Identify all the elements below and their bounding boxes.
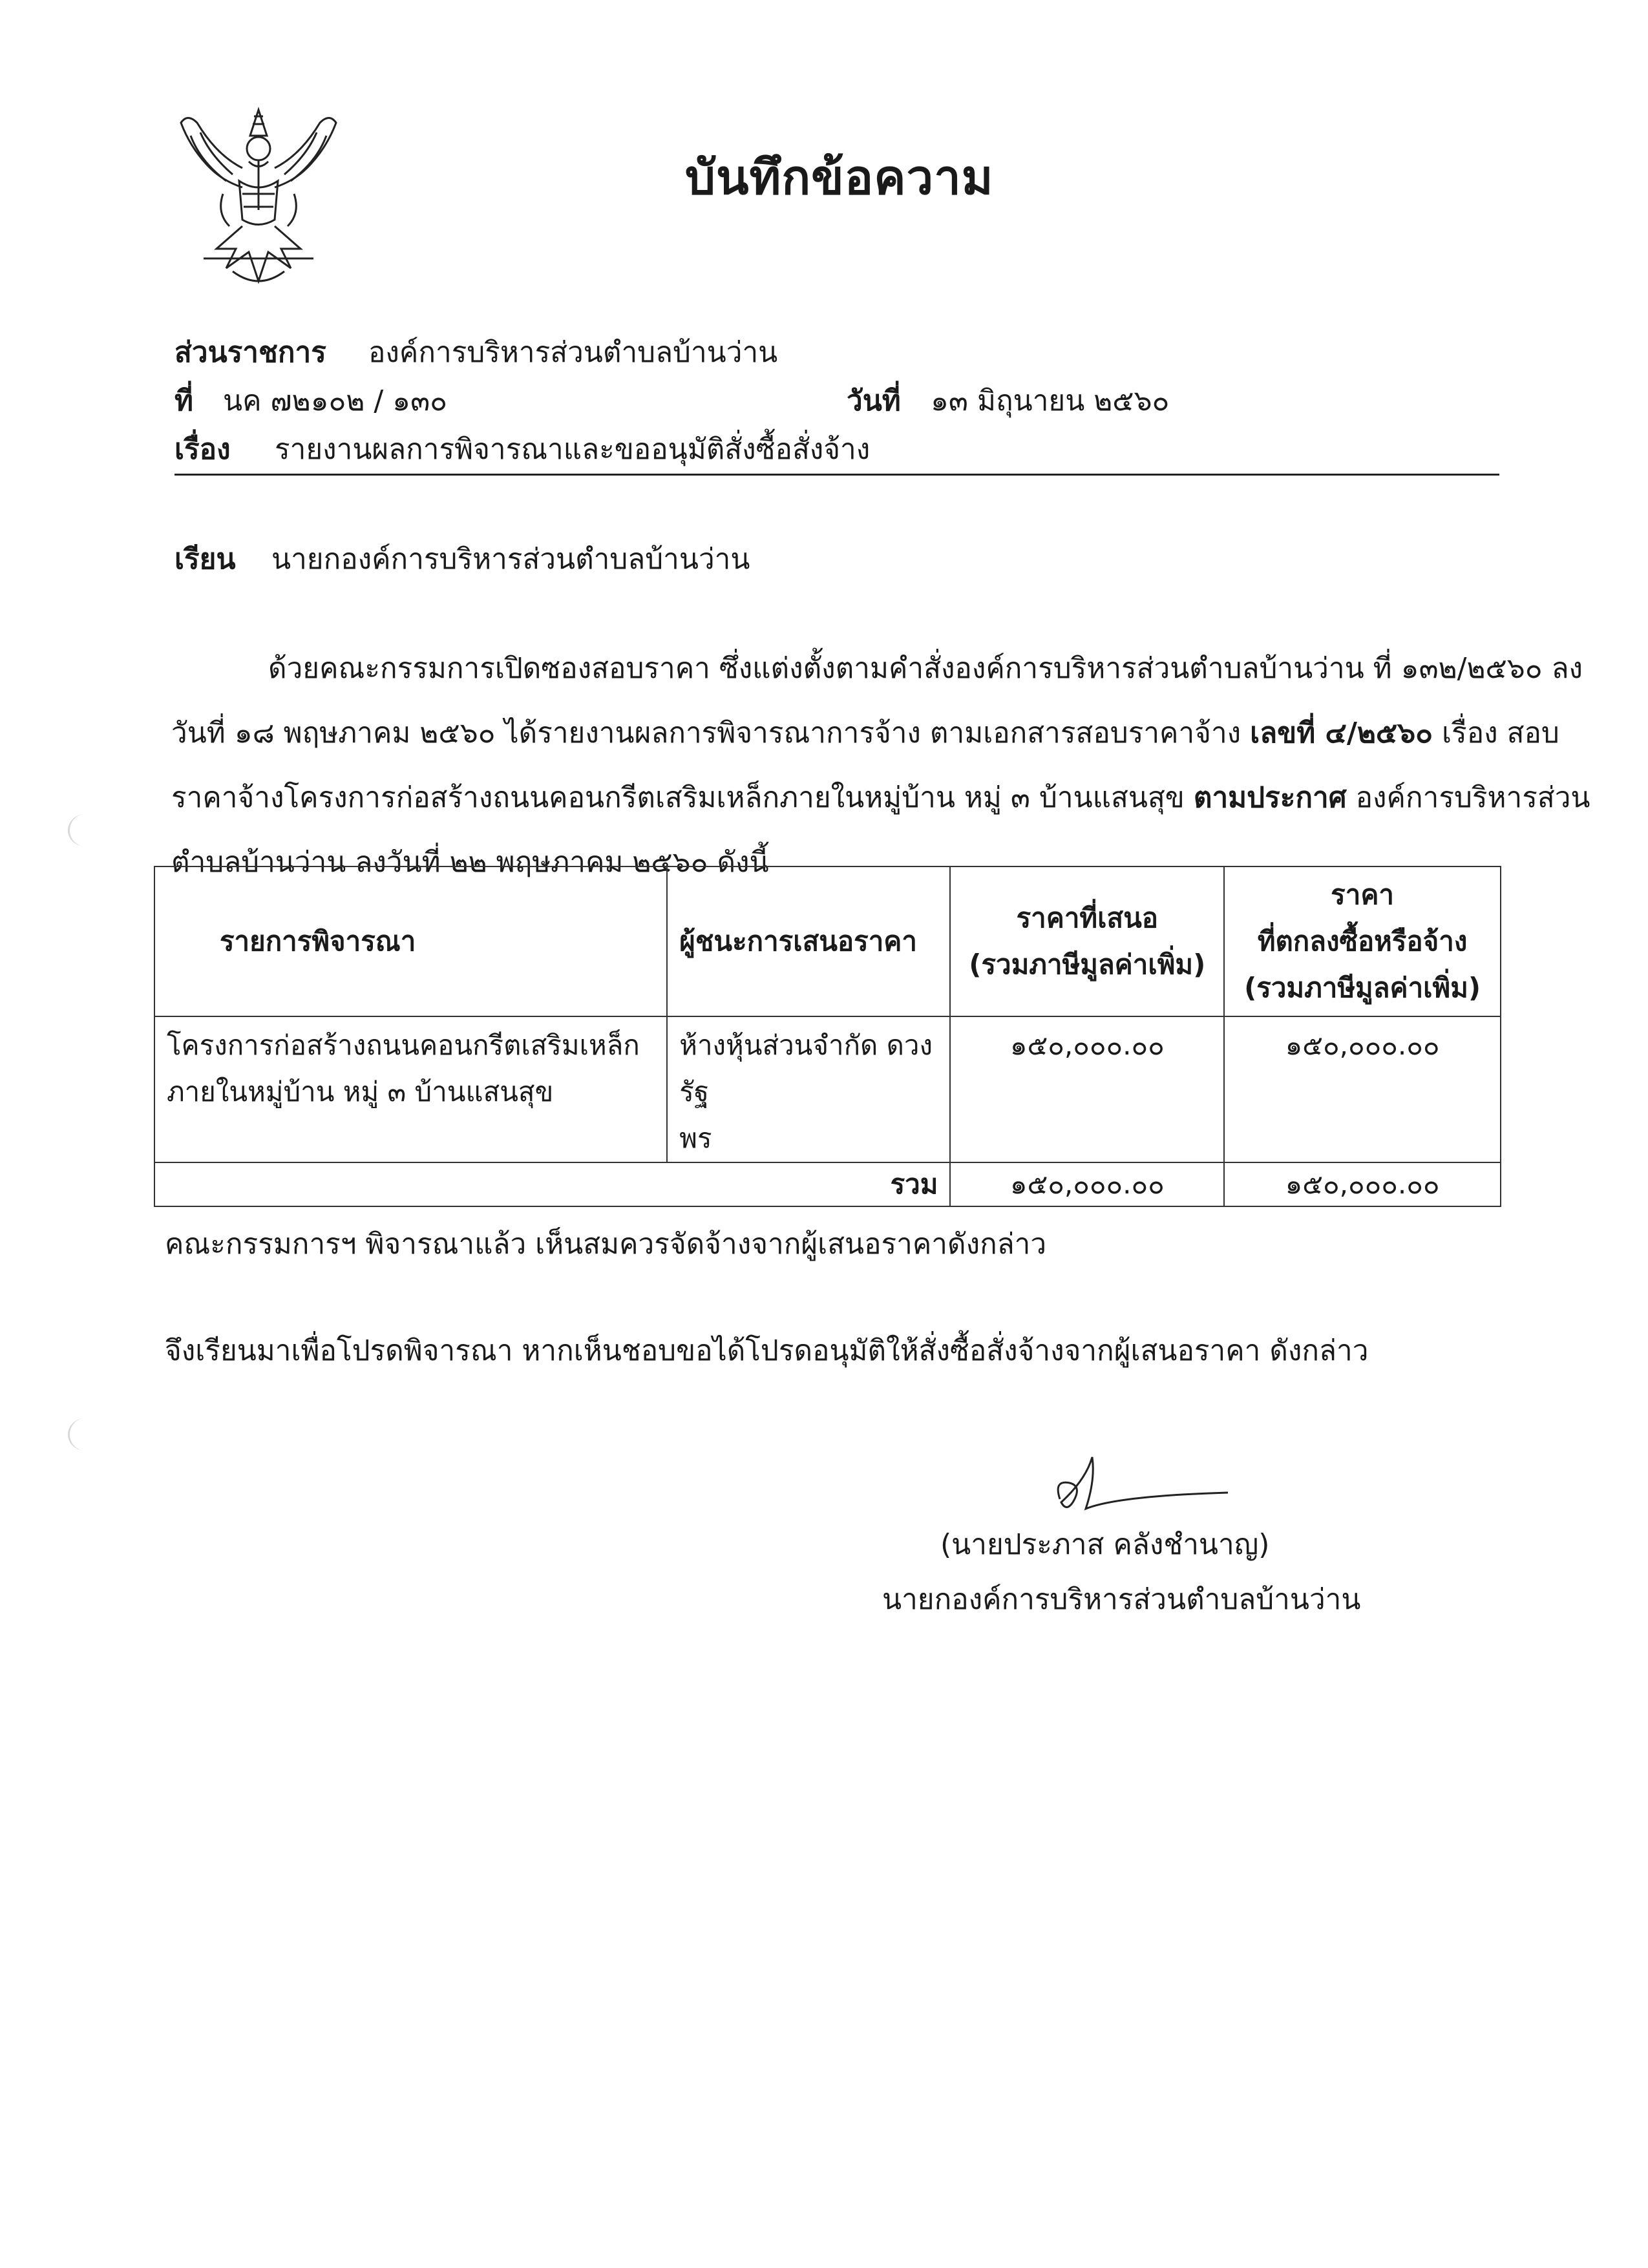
paragraph-text: ราคาจ้างโครงการก่อสร้างถนนคอนกรีตเสริมเหล็กภายในหมู่บ้าน หมู่ ๓ บ้านแสนสุข xyxy=(171,781,1194,814)
header-offer-price xyxy=(950,866,1224,1016)
paragraph-text: องค์การบริหารส่วน xyxy=(1346,781,1590,814)
punch-hole-mark xyxy=(68,814,102,846)
signer-name: (นายประภาส คลังชำนาญ) xyxy=(940,1528,1270,1561)
cell-agreed-price: ๑๕๐,๐๐๐.๐๐ xyxy=(1224,1016,1501,1162)
cell-line: ห้างหุ้นส่วนจำกัด ดวงรัฐ xyxy=(679,1029,933,1108)
header-agreed-line: ที่ตกลงซื้อหรือจ้าง xyxy=(1257,925,1468,957)
table-row xyxy=(154,1016,1501,1162)
body-paragraph xyxy=(171,636,1590,895)
agency-value: องค์การบริหารส่วนตำบลบ้านว่าน xyxy=(368,336,778,369)
header-offer-line: ราคาที่เสนอ xyxy=(1016,902,1159,934)
cell-winner xyxy=(667,1016,950,1162)
subject-label: เรื่อง xyxy=(174,433,231,466)
subject-value: รายงานผลการพิจารณาและขออนุมัติสั่งซื้อสั่งจ้าง xyxy=(275,433,871,466)
paragraph-text: เรื่อง สอบ xyxy=(1433,717,1559,750)
cell-line: ภายในหมู่บ้าน หมู่ ๓ บ้านแสนสุข xyxy=(167,1076,554,1108)
paragraph-line: ตำบลบ้านว่าน ลงวันที่ ๒๒ พฤษภาคม ๒๕๖๐ ดังนี้ xyxy=(171,846,769,879)
date-value: ๑๓ มิถุนายน ๒๕๖๐ xyxy=(931,384,1170,417)
garuda-emblem-icon xyxy=(171,97,346,297)
total-offer-price: ๑๕๐,๐๐๐.๐๐ xyxy=(950,1162,1224,1206)
request-text: จึงเรียนมาเพื่อโปรดพิจารณา หากเห็นชอบขอได้โปรดอนุมัติให้สั่งซื้อสั่งจ้างจากผู้เสนอราคา ดังกล่าว xyxy=(165,1334,1369,1367)
cell-line: โครงการก่อสร้างถนนคอนกรีตเสริมเหล็ก xyxy=(167,1029,640,1061)
paragraph-line xyxy=(171,766,1590,830)
cell-offer-price: ๑๕๐,๐๐๐.๐๐ xyxy=(950,1016,1224,1162)
header-agreed-line: (รวมภาษีมูลค่าเพิ่ม) xyxy=(1244,972,1481,1003)
to-value: นายกองค์การบริหารส่วนตำบลบ้านว่าน xyxy=(271,543,750,576)
cell-line: พร xyxy=(679,1122,712,1154)
ref-label: ที่ xyxy=(174,384,194,417)
bid-result-table xyxy=(154,866,1501,1207)
table-total-row xyxy=(154,1162,1501,1206)
header-agreed-line: ราคา xyxy=(1331,879,1394,910)
signer-position: นายกองค์การบริหารส่วนตำบลบ้านว่าน xyxy=(882,1583,1361,1616)
total-label: รวม xyxy=(154,1162,950,1206)
header-item: รายการพิจารณา xyxy=(154,866,667,1016)
table-header-row xyxy=(154,866,1501,1016)
paragraph-line: ด้วยคณะกรรมการเปิดซองสอบราคา ซึ่งแต่งตั้งตามคำสั่งองค์การบริหารส่วนตำบลบ้านว่าน ที่ ๑๓๒/๒๕๖๐ ลง xyxy=(268,652,1583,685)
header-offer-line: (รวมภาษีมูลค่าเพิ่ม) xyxy=(969,949,1206,980)
memo-title: บันทึกข้อความ xyxy=(685,150,994,205)
paragraph-bold-text: ตามประกาศ xyxy=(1193,781,1347,814)
committee-text: คณะกรรมการฯ พิจารณาแล้ว เห็นสมควรจัดจ้างจากผู้เสนอราคาดังกล่าว xyxy=(165,1228,1047,1261)
handwritten-signature xyxy=(1047,1454,1234,1525)
header-winner: ผู้ชนะการเสนอราคา xyxy=(667,866,950,1016)
paragraph-text: วันที่ ๑๘ พฤษภาคม ๒๕๖๐ ได้รายงานผลการพิจารณาการจ้าง ตามเอกสารสอบราคาจ้าง xyxy=(171,717,1251,750)
header-agreed-price xyxy=(1224,866,1501,1016)
cell-item xyxy=(154,1016,667,1162)
date-label: วันที่ xyxy=(847,384,901,417)
header-divider xyxy=(174,474,1499,476)
paragraph-bold-text: เลขที่ ๔/๒๕๖๐ xyxy=(1250,717,1433,750)
ref-value: นค ๗๒๑๐๒ / ๑๓๐ xyxy=(223,384,448,417)
to-label: เรียน xyxy=(174,543,236,576)
punch-hole-mark xyxy=(68,1418,102,1451)
agency-label: ส่วนราชการ xyxy=(174,336,326,369)
total-agreed-price: ๑๕๐,๐๐๐.๐๐ xyxy=(1224,1162,1501,1206)
paragraph-line xyxy=(171,701,1559,766)
